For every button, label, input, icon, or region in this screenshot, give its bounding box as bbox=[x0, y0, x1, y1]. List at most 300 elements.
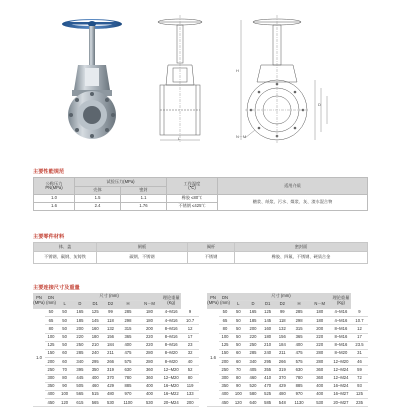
table-cell: 200 bbox=[72, 325, 87, 333]
table-cell: 525 bbox=[260, 390, 275, 398]
table-cell: 184 bbox=[275, 341, 290, 349]
table-cell: 235 bbox=[351, 399, 368, 407]
dim-sub-d2: D2 bbox=[275, 301, 290, 309]
table-cell: 210 bbox=[260, 341, 275, 349]
dim-sub-l: L bbox=[57, 301, 72, 309]
table-cell: 315 bbox=[290, 325, 309, 333]
table-cell: 400 bbox=[88, 374, 103, 382]
table-cell: 460 bbox=[246, 374, 261, 382]
perf-cell: 橡胶 ≤80℃ bbox=[167, 195, 218, 203]
table-cell: 250 bbox=[219, 366, 231, 374]
table-cell: 59 bbox=[351, 366, 368, 374]
dim-header-size: 尺寸 (mm) bbox=[57, 293, 161, 301]
table-cell: 100 bbox=[45, 333, 57, 341]
table-cell: 350 bbox=[45, 382, 57, 390]
table-row bbox=[207, 382, 368, 390]
table-cell: 240 bbox=[88, 349, 103, 357]
table-cell: 80 bbox=[57, 374, 72, 382]
table-cell: 410 bbox=[260, 374, 275, 382]
table-cell: 475 bbox=[290, 349, 309, 357]
table-cell: 400 bbox=[138, 390, 161, 398]
table-cell: 185 bbox=[246, 317, 261, 325]
table-cell: 99 bbox=[103, 309, 118, 317]
dim-header-weight: 理论重量 (Kg) bbox=[331, 293, 351, 309]
table-cell: 575 bbox=[118, 358, 138, 366]
table-row bbox=[33, 325, 199, 333]
perf-header-test: 试验压力(MPa) bbox=[75, 178, 167, 187]
table-cell: 50 bbox=[57, 325, 72, 333]
table-cell: 70 bbox=[57, 366, 72, 374]
table-row bbox=[207, 366, 368, 374]
table-cell: 156 bbox=[275, 333, 290, 341]
table-cell: 80 bbox=[181, 374, 199, 382]
dim-label-n-m: N－M bbox=[236, 134, 247, 139]
table-cell: 16–M22 bbox=[161, 390, 181, 398]
table-cell: 20–M27 bbox=[331, 399, 351, 407]
table-cell: 180 bbox=[309, 309, 331, 317]
table-cell: 93 bbox=[351, 382, 368, 390]
dim-sub-h: H bbox=[118, 301, 138, 309]
table-cell: 360 bbox=[309, 366, 331, 374]
table-cell: 210 bbox=[88, 341, 103, 349]
table-row bbox=[207, 333, 368, 341]
table-cell: 20–M24 bbox=[161, 399, 181, 407]
table-cell: 8–M16 bbox=[331, 325, 351, 333]
table-cell: 8–M16 bbox=[161, 341, 181, 349]
performance-table bbox=[33, 177, 368, 211]
table-cell: 50 bbox=[219, 309, 231, 317]
table-cell: 8–M20 bbox=[161, 358, 181, 366]
table-cell: 12 bbox=[181, 325, 199, 333]
table-cell: 65 bbox=[45, 317, 57, 325]
table-cell: 575 bbox=[290, 358, 309, 366]
dim-sub-l: L bbox=[231, 301, 246, 309]
table-cell: 50 bbox=[231, 325, 246, 333]
table-cell: 150 bbox=[45, 349, 57, 357]
table-cell: 23.5 bbox=[351, 341, 368, 349]
table-cell: 50 bbox=[231, 317, 246, 325]
table-cell: 220 bbox=[72, 333, 87, 341]
table-cell: 780 bbox=[290, 374, 309, 382]
table-cell: 60 bbox=[231, 358, 246, 366]
dim-header-size: 尺寸 (mm) bbox=[231, 293, 331, 301]
table-cell: 23 bbox=[181, 341, 199, 349]
table-cell: 180 bbox=[88, 333, 103, 341]
table-cell: 132 bbox=[103, 325, 118, 333]
table-cell: 65 bbox=[219, 317, 231, 325]
table-cell: 530 bbox=[103, 399, 118, 407]
table-cell: 885 bbox=[118, 382, 138, 390]
table-cell: 120 bbox=[231, 399, 246, 407]
table-row bbox=[207, 317, 368, 325]
table-cell: 298 bbox=[118, 317, 138, 325]
table-cell: 211 bbox=[275, 349, 290, 357]
dim-header-dn: DN (mm) bbox=[219, 293, 231, 309]
table-cell: 285 bbox=[246, 349, 261, 357]
perf-cell: 2.4 bbox=[75, 203, 121, 211]
table-row bbox=[207, 390, 368, 398]
dim-sub-d1: D1 bbox=[88, 301, 103, 309]
table-row bbox=[207, 358, 368, 366]
table-cell: 480 bbox=[275, 390, 290, 398]
table-row bbox=[33, 349, 199, 357]
table-cell: 8–M16 bbox=[331, 341, 351, 349]
table-cell: 50 bbox=[57, 341, 72, 349]
table-cell: 12–M24 bbox=[331, 366, 351, 374]
table-cell: 220 bbox=[246, 333, 261, 341]
table-cell: 298 bbox=[290, 317, 309, 325]
table-cell: 40 bbox=[181, 358, 199, 366]
table-cell: 12–M20 bbox=[161, 374, 181, 382]
perf-cell: 1.76 bbox=[121, 203, 167, 211]
table-cell: 184 bbox=[103, 341, 118, 349]
table-cell: 8–M16 bbox=[331, 333, 351, 341]
perf-cell: 1.1 bbox=[121, 195, 167, 203]
table-cell: 50 bbox=[57, 309, 72, 317]
section-title-materials: 主要零件材料 bbox=[33, 234, 65, 240]
table-cell: 1130 bbox=[290, 399, 309, 407]
table-cell: 4–M16 bbox=[331, 317, 351, 325]
dim-label-d: D bbox=[318, 102, 321, 107]
table-cell: 405 bbox=[246, 366, 261, 374]
mat-cell-body: 不锈钢、碳钢、灰铸铁 bbox=[34, 252, 97, 264]
table-cell: 200 bbox=[309, 325, 331, 333]
table-cell: 9 bbox=[181, 309, 199, 317]
dim-header-dn: DN (mm) bbox=[45, 293, 57, 309]
table-cell: 60 bbox=[57, 349, 72, 357]
table-cell: 240 bbox=[260, 349, 275, 357]
table-cell: 530 bbox=[138, 399, 161, 407]
table-cell: 400 bbox=[45, 390, 57, 398]
table-cell: 365 bbox=[290, 333, 309, 341]
mat-cell-stem: 不锈钢 bbox=[188, 252, 235, 264]
dim-sub-d: D bbox=[246, 301, 261, 309]
table-cell: 165 bbox=[246, 309, 261, 317]
dim-label-l: L bbox=[178, 136, 181, 141]
table-row bbox=[33, 374, 199, 382]
dimension-table-right bbox=[207, 293, 368, 407]
table-cell: 970 bbox=[118, 390, 138, 398]
table-cell: 295 bbox=[88, 358, 103, 366]
table-cell: 365 bbox=[118, 333, 138, 341]
table-row bbox=[33, 317, 199, 325]
dim-header-weight: 理论重量 (Kg) bbox=[161, 293, 181, 309]
table-cell: 72 bbox=[351, 374, 368, 382]
table-cell: 548 bbox=[275, 399, 290, 407]
dimension-table-right-body bbox=[207, 309, 368, 407]
table-row bbox=[33, 309, 199, 317]
table-cell: 12–M20 bbox=[161, 366, 181, 374]
table-cell: 780 bbox=[118, 374, 138, 382]
table-cell: 160 bbox=[260, 325, 275, 333]
table-cell: 300 bbox=[45, 374, 57, 382]
mat-header-stem: 阀杆 bbox=[188, 243, 235, 252]
table-cell: 360 bbox=[138, 366, 161, 374]
table-cell: 4–M16 bbox=[161, 309, 181, 317]
table-cell: 12 bbox=[351, 325, 368, 333]
mat-header-body: 体、盖 bbox=[34, 243, 97, 252]
table-cell: 280 bbox=[309, 349, 331, 357]
table-cell: 125 bbox=[351, 390, 368, 398]
table-cell: 475 bbox=[118, 349, 138, 357]
table-cell: 300 bbox=[219, 374, 231, 382]
table-cell: 220 bbox=[138, 333, 161, 341]
table-row bbox=[207, 341, 368, 349]
table-cell: 32 bbox=[181, 349, 199, 357]
front-elevation-drawing bbox=[150, 10, 210, 145]
table-cell: 220 bbox=[309, 333, 331, 341]
table-cell: 970 bbox=[290, 390, 309, 398]
table-cell: 52 bbox=[181, 366, 199, 374]
table-cell: 340 bbox=[246, 358, 261, 366]
table-cell: 319 bbox=[103, 366, 118, 374]
table-row bbox=[33, 366, 199, 374]
table-cell: 17 bbox=[351, 333, 368, 341]
materials-table bbox=[33, 242, 368, 264]
table-cell: 319 bbox=[275, 366, 290, 374]
mat-header-seal: 密封面 bbox=[235, 243, 368, 252]
table-row bbox=[207, 325, 368, 333]
table-cell: 360 bbox=[309, 374, 331, 382]
table-cell: 400 bbox=[290, 341, 309, 349]
table-cell: 445 bbox=[72, 374, 87, 382]
dim-header-pn: PN (MPa) bbox=[207, 293, 219, 309]
perf-header-seal: 密封 bbox=[121, 187, 167, 195]
table-cell: 200 bbox=[45, 358, 57, 366]
table-cell: 400 bbox=[309, 382, 331, 390]
table-cell: 266 bbox=[103, 358, 118, 366]
perf-cell: 不锈钢 ≤425℃ bbox=[167, 203, 218, 211]
table-cell: 211 bbox=[103, 349, 118, 357]
table-cell: 395 bbox=[72, 366, 87, 374]
side-elevation-drawing bbox=[225, 10, 335, 145]
table-cell: 250 bbox=[45, 366, 57, 374]
table-cell: 340 bbox=[72, 358, 87, 366]
table-cell: 16–M24 bbox=[331, 382, 351, 390]
table-cell: 160 bbox=[88, 325, 103, 333]
table-cell: 450 bbox=[219, 399, 231, 407]
table-cell: 125 bbox=[45, 341, 57, 349]
table-cell: 355 bbox=[260, 366, 275, 374]
table-cell: 400 bbox=[118, 341, 138, 349]
table-cell: 200 bbox=[246, 325, 261, 333]
table-cell: 8–M20 bbox=[161, 349, 181, 357]
section-title-performance: 主要性能规范 bbox=[33, 169, 65, 175]
table-cell: 350 bbox=[88, 366, 103, 374]
table-cell: 16–M20 bbox=[161, 382, 181, 390]
table-cell: 565 bbox=[72, 390, 87, 398]
table-cell: 360 bbox=[138, 374, 161, 382]
dimension-table-left-body bbox=[33, 309, 199, 407]
perf-header-shell: 壳体 bbox=[75, 187, 121, 195]
table-cell: 50 bbox=[57, 333, 72, 341]
table-cell: 200 bbox=[181, 399, 199, 407]
table-cell: 250 bbox=[246, 341, 261, 349]
table-cell: 640 bbox=[246, 399, 261, 407]
table-cell: 350 bbox=[219, 382, 231, 390]
table-cell: 185 bbox=[72, 317, 87, 325]
dim-header-pn: PN (MPa) bbox=[33, 293, 45, 309]
table-cell: 60 bbox=[57, 358, 72, 366]
table-cell: 100 bbox=[57, 390, 72, 398]
table-cell: 580 bbox=[246, 390, 261, 398]
table-row bbox=[33, 341, 199, 349]
table-cell: 100 bbox=[219, 333, 231, 341]
table-cell: 470 bbox=[260, 382, 275, 390]
table-cell: 220 bbox=[138, 341, 161, 349]
table-cell: 615 bbox=[72, 399, 87, 407]
dimension-table-left bbox=[33, 293, 199, 407]
table-cell: 4–M16 bbox=[331, 309, 351, 317]
table-cell: 50 bbox=[45, 309, 57, 317]
section-title-dimensions: 主要连接尺寸及重量 bbox=[33, 285, 80, 291]
table-cell: 885 bbox=[290, 382, 309, 390]
table-cell: 585 bbox=[260, 399, 275, 407]
table-cell: 8–M16 bbox=[161, 333, 181, 341]
table-cell: 520 bbox=[246, 382, 261, 390]
table-cell: 132 bbox=[275, 325, 290, 333]
table-cell: 285 bbox=[72, 349, 87, 357]
table-row bbox=[33, 390, 199, 398]
table-cell: 46 bbox=[351, 358, 368, 366]
table-cell: 565 bbox=[88, 399, 103, 407]
table-row bbox=[207, 309, 368, 317]
table-cell: 505 bbox=[72, 382, 87, 390]
table-cell: 280 bbox=[309, 358, 331, 366]
table-row bbox=[33, 382, 199, 390]
table-cell: 220 bbox=[309, 341, 331, 349]
table-cell: 1100 bbox=[118, 399, 138, 407]
table-cell: 10.7 bbox=[181, 317, 199, 325]
mat-cell-gate: 碳钢、不锈钢 bbox=[97, 252, 188, 264]
table-cell: 370 bbox=[103, 374, 118, 382]
table-cell: 17 bbox=[181, 333, 199, 341]
dim-label-h: H bbox=[236, 68, 239, 73]
perf-cell: 1.6 bbox=[34, 203, 75, 211]
perf-medium-cell: 糖浆、纸浆、污水、煤浆、灰、渣水混合物 bbox=[218, 195, 368, 211]
table-cell: 125 bbox=[88, 309, 103, 317]
table-cell: 429 bbox=[275, 382, 290, 390]
table-cell: 50 bbox=[231, 333, 246, 341]
table-cell: 480 bbox=[103, 390, 118, 398]
table-cell: 70 bbox=[231, 366, 246, 374]
table-row bbox=[207, 349, 368, 357]
table-cell: 8–M16 bbox=[161, 325, 181, 333]
perf-cell: 1.5 bbox=[75, 195, 121, 203]
valve-photo bbox=[40, 10, 145, 140]
table-cell: 266 bbox=[275, 358, 290, 366]
dim-sub-d2: D2 bbox=[103, 301, 118, 309]
table-cell: 156 bbox=[103, 333, 118, 341]
table-cell: 145 bbox=[88, 317, 103, 325]
table-cell: 280 bbox=[138, 349, 161, 357]
mat-header-gate: 闸板 bbox=[97, 243, 188, 252]
table-cell: 12–M20 bbox=[331, 358, 351, 366]
table-cell: 530 bbox=[309, 399, 331, 407]
table-row bbox=[33, 358, 199, 366]
table-cell: 285 bbox=[118, 309, 138, 317]
table-cell: 125 bbox=[260, 309, 275, 317]
perf-cell: 1.0 bbox=[34, 195, 75, 203]
perf-header-pn: 公称压力 PN(MPa) bbox=[34, 178, 75, 195]
table-cell: 80 bbox=[45, 325, 57, 333]
table-cell: 180 bbox=[309, 317, 331, 325]
table-cell: 133 bbox=[181, 390, 199, 398]
table-cell: 120 bbox=[57, 399, 72, 407]
table-cell: 16–M27 bbox=[331, 390, 351, 398]
table-cell: 150 bbox=[219, 349, 231, 357]
table-cell: 400 bbox=[138, 382, 161, 390]
pn-cell: 1.6 bbox=[207, 309, 219, 407]
table-cell: 119 bbox=[181, 382, 199, 390]
table-cell: 180 bbox=[138, 317, 161, 325]
perf-header-temp: 工作温度 (℃) bbox=[167, 178, 218, 195]
table-cell: 630 bbox=[290, 366, 309, 374]
table-row bbox=[207, 374, 368, 382]
table-row bbox=[33, 333, 199, 341]
dim-sub-nm: N－M bbox=[309, 301, 331, 309]
table-cell: 315 bbox=[118, 325, 138, 333]
table-cell: 50 bbox=[57, 317, 72, 325]
table-cell: 280 bbox=[138, 358, 161, 366]
table-cell: 515 bbox=[88, 390, 103, 398]
dim-sub-nm: N－M bbox=[138, 301, 161, 309]
table-cell: 80 bbox=[231, 374, 246, 382]
mat-cell-seal: 橡胶、四氟、不锈钢、硬质合金 bbox=[235, 252, 368, 264]
dim-sub-d1: D1 bbox=[260, 301, 275, 309]
table-cell: 145 bbox=[260, 317, 275, 325]
table-cell: 100 bbox=[231, 390, 246, 398]
table-cell: 50 bbox=[231, 309, 246, 317]
table-cell: 31 bbox=[351, 349, 368, 357]
table-cell: 200 bbox=[219, 358, 231, 366]
table-cell: 429 bbox=[103, 382, 118, 390]
table-cell: 165 bbox=[72, 309, 87, 317]
perf-row bbox=[34, 195, 368, 203]
table-cell: 250 bbox=[72, 341, 87, 349]
table-cell: 99 bbox=[275, 309, 290, 317]
table-cell: 200 bbox=[138, 325, 161, 333]
table-cell: 4–M16 bbox=[161, 317, 181, 325]
table-cell: 9 bbox=[351, 309, 368, 317]
table-cell: 630 bbox=[118, 366, 138, 374]
dim-sub-d: D bbox=[72, 301, 87, 309]
table-cell: 400 bbox=[219, 390, 231, 398]
table-cell: 80 bbox=[219, 325, 231, 333]
table-cell: 90 bbox=[57, 382, 72, 390]
table-cell: 10.7 bbox=[351, 317, 368, 325]
table-cell: 180 bbox=[138, 309, 161, 317]
table-cell: 50 bbox=[231, 341, 246, 349]
table-cell: 118 bbox=[275, 317, 290, 325]
table-cell: 285 bbox=[290, 309, 309, 317]
table-cell: 8–M20 bbox=[331, 349, 351, 357]
table-cell: 370 bbox=[275, 374, 290, 382]
table-cell: 460 bbox=[88, 382, 103, 390]
table-cell: 60 bbox=[231, 349, 246, 357]
table-cell: 180 bbox=[260, 333, 275, 341]
table-cell: 295 bbox=[260, 358, 275, 366]
table-cell: 90 bbox=[231, 382, 246, 390]
perf-header-medium: 适用介质 bbox=[218, 178, 368, 195]
table-cell: 125 bbox=[219, 341, 231, 349]
table-cell: 400 bbox=[309, 390, 331, 398]
table-cell: 450 bbox=[45, 399, 57, 407]
table-cell: 118 bbox=[103, 317, 118, 325]
table-cell: 12–M24 bbox=[331, 374, 351, 382]
dim-sub-h: H bbox=[290, 301, 309, 309]
pn-cell: 1.0 bbox=[33, 309, 45, 407]
